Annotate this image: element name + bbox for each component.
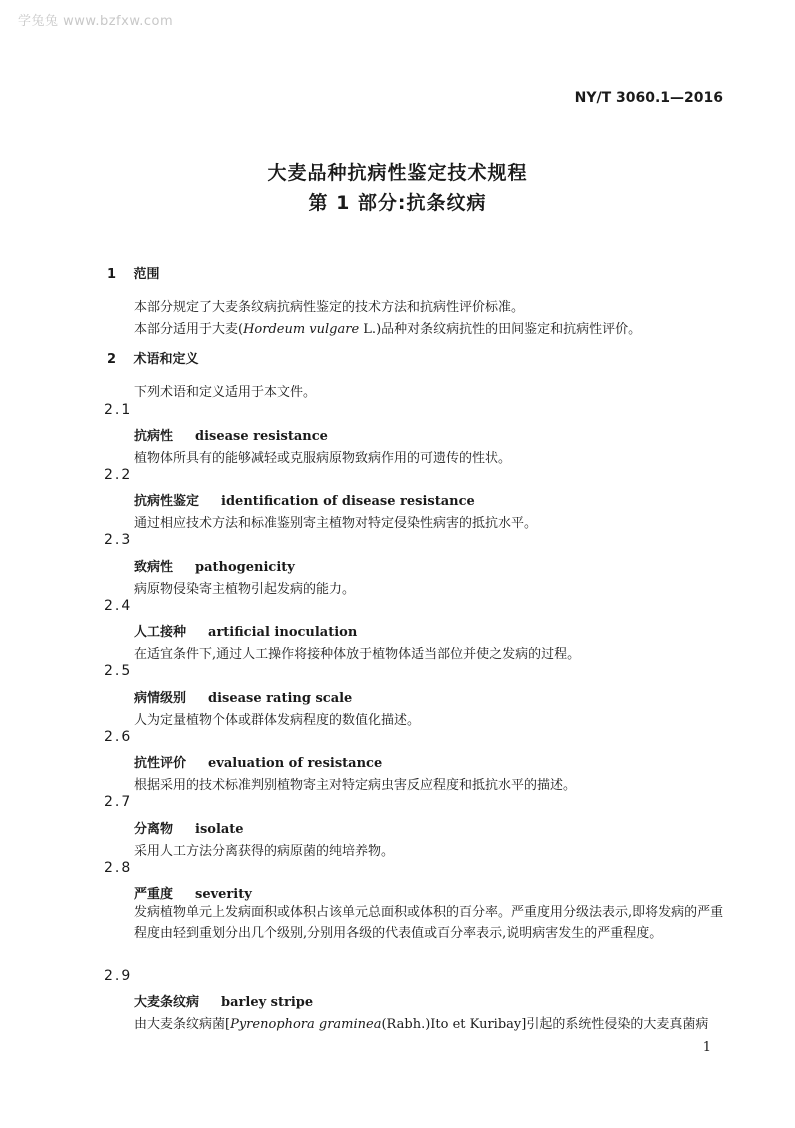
scope-paragraph-2: 本部分适用于大麦(Hordeum vulgare L.)品种对条纹病抗性的田间鉴定和抗病性评价。 xyxy=(134,322,642,337)
term-definition: 发病植物单元上发病面积或体积占该单元总面积或体积的百分率。严重度用分级法表示,即将发病的严重程度由轻到重划分出几个级别,分别用各级的代表值或百分率表示,说明病害发生的严重程度。 xyxy=(134,905,724,941)
section-heading-1 xyxy=(107,263,160,282)
latin-name: Pyrenophora graminea xyxy=(230,1017,382,1032)
term-definition: 通过相应技术方法和标准鉴别寄主植物对特定侵染性病害的抵抗水平。 xyxy=(134,516,538,531)
term-heading: 大麦条纹病 barley stripe xyxy=(134,995,314,1010)
term-number: 2.6 xyxy=(104,729,133,745)
title-line-1: 大麦品种抗病性鉴定技术规程 xyxy=(267,162,528,184)
term-heading: 抗病性鉴定 identification of disease resistance xyxy=(134,494,475,509)
section-title: 范围 xyxy=(133,267,160,282)
term-heading: 人工接种 artificial inoculation xyxy=(134,625,358,640)
section-title: 术语和定义 xyxy=(133,352,199,367)
term-definition: 由大麦条纹病菌[Pyrenophora graminea(Rabh.)Ito et Kuribay]引起的系统性侵染的大麦真菌病 xyxy=(134,1017,709,1032)
term-definition: 人为定量植物个体或群体发病程度的数值化描述。 xyxy=(134,713,421,728)
scope-paragraph-1: 本部分规定了大麦条纹病抗病性鉴定的技术方法和抗病性评价标准。 xyxy=(134,300,525,315)
watermark: 学兔兔 www.bzfxw.com xyxy=(18,14,174,29)
term-number: 2.3 xyxy=(104,532,133,548)
term-definition: 采用人工方法分离获得的病原菌的纯培养物。 xyxy=(134,844,395,859)
term-number: 2.7 xyxy=(104,794,133,810)
term-heading: 严重度 severity xyxy=(134,887,252,902)
term-definition: 在适宜条件下,通过人工操作将接种体放于植物体适当部位并使之发病的过程。 xyxy=(134,647,581,662)
term-heading: 抗性评价 evaluation of resistance xyxy=(134,756,383,771)
term-definition: 病原物侵染寄主植物引起发病的能力。 xyxy=(134,582,356,597)
section-number: 2 xyxy=(107,352,117,367)
terms-intro: 下列术语和定义适用于本文件。 xyxy=(134,385,317,400)
latin-name: Hordeum vulgare xyxy=(243,322,360,337)
term-definition: 植物体所具有的能够减轻或克服病原物致病作用的可遗传的性状。 xyxy=(134,451,512,466)
term-definition: 根据采用的技术标准判别植物寄主对特定病虫害反应程度和抵抗水平的描述。 xyxy=(134,778,577,793)
term-number: 2.1 xyxy=(104,402,133,418)
term-number: 2.2 xyxy=(104,467,133,483)
term-heading: 分离物 isolate xyxy=(134,822,244,837)
section-number: 1 xyxy=(107,267,117,282)
term-heading: 抗病性 disease resistance xyxy=(134,429,328,444)
term-number: 2.9 xyxy=(104,968,133,984)
term-heading: 致病性 pathogenicity xyxy=(134,560,295,575)
standard-code: NY/T 3060.1—2016 xyxy=(574,90,723,106)
term-heading: 病情级别 disease rating scale xyxy=(134,691,353,706)
document-title xyxy=(0,158,795,218)
section-heading-2 xyxy=(107,348,199,367)
term-number: 2.4 xyxy=(104,598,133,614)
title-line-2: 第 1 部分:抗条纹病 xyxy=(308,192,487,214)
term-number: 2.5 xyxy=(104,663,133,679)
page-number: 1 xyxy=(702,1040,711,1055)
term-number: 2.8 xyxy=(104,860,133,876)
